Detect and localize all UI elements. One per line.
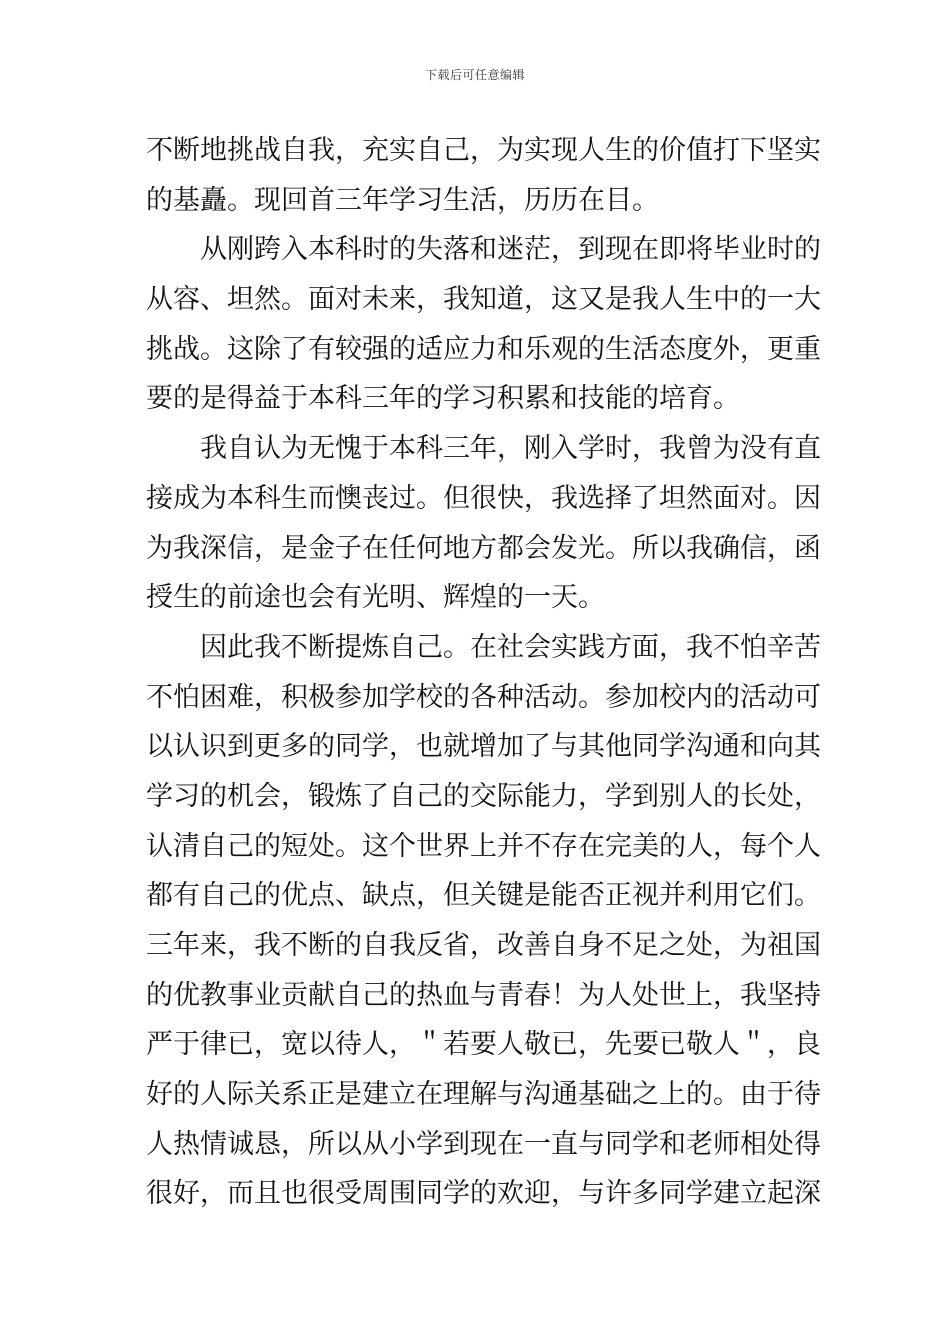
text-line: 为我深信，是金子在任何地方都会发光。所以我确信，函 — [146, 532, 821, 564]
text-line: 的优教事业贡献自己的热血与青春！为人处世上，我坚持 — [146, 979, 821, 1011]
text-line: 人热情诚恳，所以从小学到现在一直与同学和老师相处得 — [146, 1128, 821, 1160]
text-line: 从刚跨入本科时的失落和迷茫，到现在即将毕业时的 — [200, 234, 821, 266]
text-line: 以认识到更多的同学，也就增加了与其他同学沟通和向其 — [146, 731, 821, 763]
text-line: 很好，而且也很受周围同学的欢迎，与许多同学建立起深 — [146, 1178, 821, 1210]
body-text — [146, 126, 821, 1219]
text-line: 授生的前途也会有光明、辉煌的一天。 — [146, 582, 605, 614]
text-line: 的基矗。现回首三年学习生活，历历在目。 — [146, 184, 659, 216]
text-line: 要的是得益于本科三年的学习积累和技能的培育。 — [146, 383, 740, 415]
text-line: 都有自己的优点、缺点，但关键是能否正视并利用它们。 — [146, 880, 821, 912]
text-line: 接成为本科生而懊丧过。但很快，我选择了坦然面对。因 — [146, 482, 821, 514]
page-header: 下载后可任意编辑 — [424, 68, 525, 82]
text-line: 三年来，我不断的自我反省，改善自身不足之处，为祖国 — [146, 930, 821, 961]
text-line: 严于律已，宽以待人，＂若要人敬已，先要已敬人＂，良 — [146, 1029, 821, 1061]
text-line: 从容、坦然。面对未来，我知道，这又是我人生中的一大 — [146, 284, 821, 316]
text-line: 我自认为无愧于本科三年，刚入学时，我曾为没有直 — [200, 433, 821, 465]
text-line: 因此我不断提炼自己。在社会实践方面，我不怕辛苦 — [200, 631, 821, 663]
text-line: 不怕困难，积极参加学校的各种活动。参加校内的活动可 — [146, 681, 821, 713]
text-line: 学习的机会，锻炼了自己的交际能力，学到别人的长处， — [146, 780, 821, 812]
text-line: 认清自己的短处。这个世界上并不存在完美的人，每个人 — [146, 830, 821, 862]
text-line: 不断地挑战自我，充实自己，为实现人生的价值打下坚实 — [146, 135, 821, 166]
text-line: 挑战。这除了有较强的适应力和乐观的生活态度外，更重 — [146, 333, 821, 365]
text-line: 好的人际关系正是建立在理解与沟通基础之上的。由于待 — [146, 1079, 821, 1111]
